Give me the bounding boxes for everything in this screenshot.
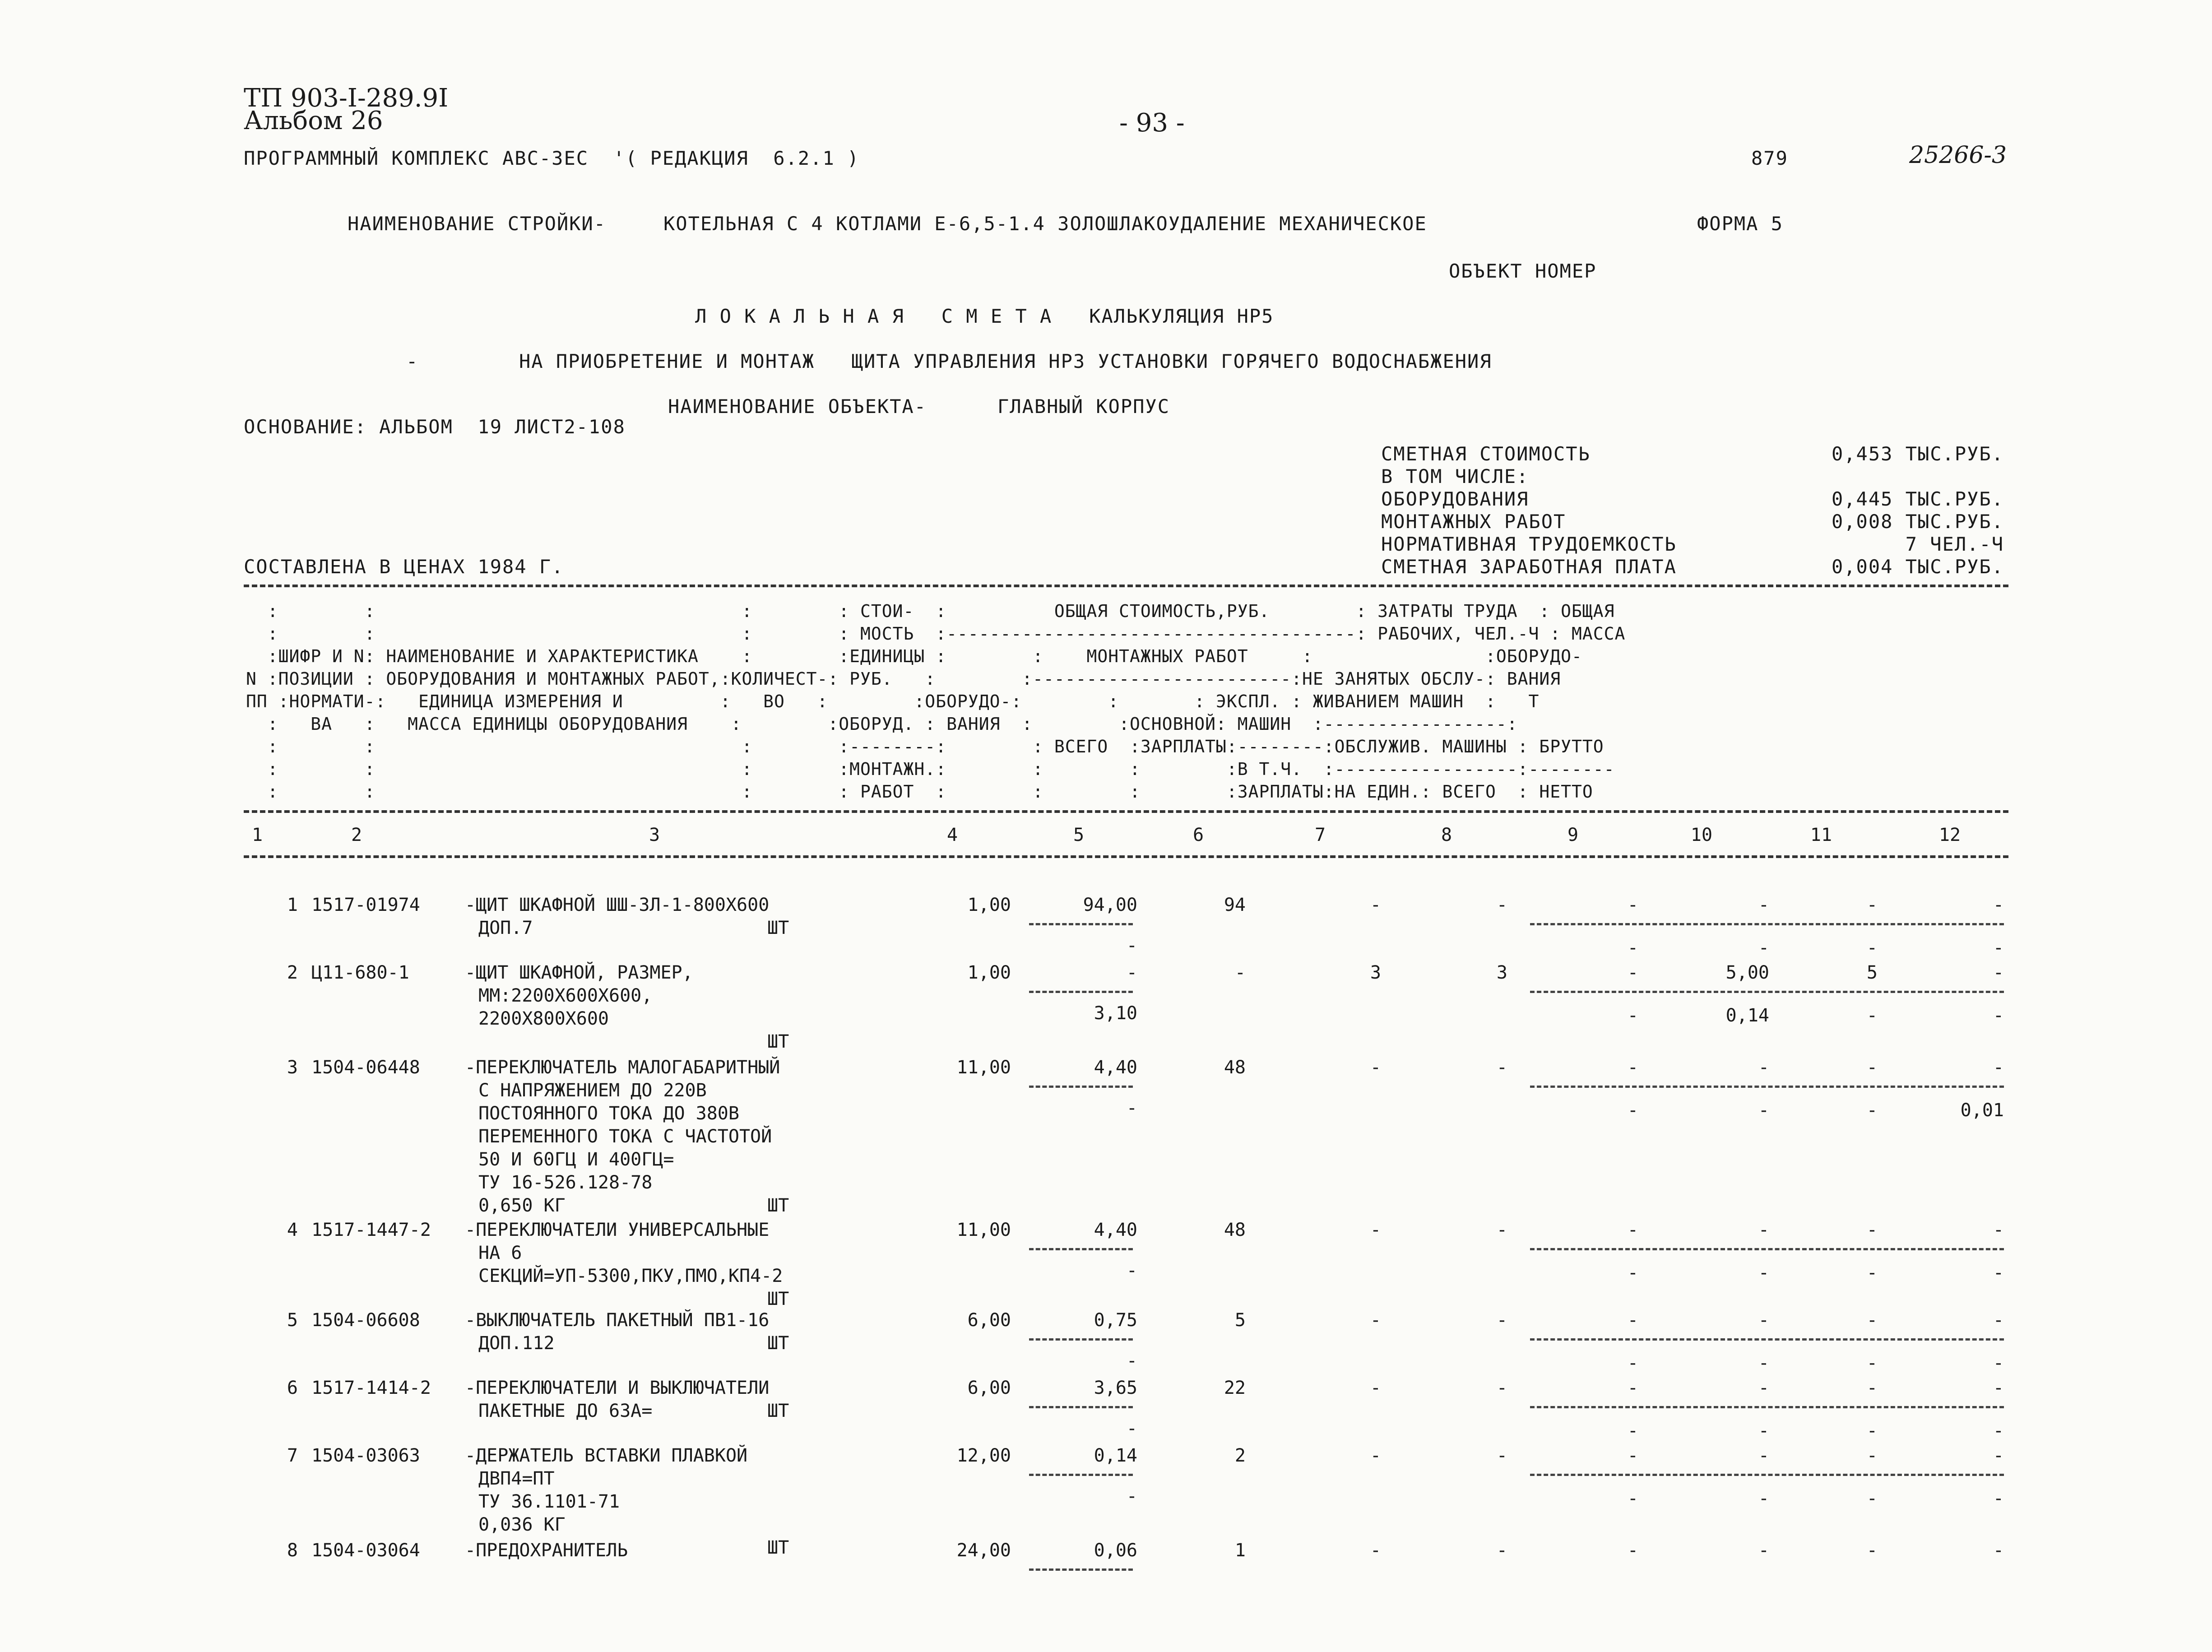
- labor-total: -: [1866, 895, 1878, 915]
- labor-per-unit: -: [1758, 1540, 1769, 1561]
- item-name-line: ТУ 36.1101-71: [478, 1491, 620, 1512]
- mounting-total: -: [1370, 1057, 1381, 1078]
- quantity: 12,00: [956, 1445, 1011, 1466]
- row-number: 2: [287, 962, 298, 983]
- summary-label: НОРМАТИВНАЯ ТРУДОЕМКОСТЬ: [1381, 533, 1677, 555]
- machine-operation-wage: -: [1627, 1262, 1638, 1283]
- column-number: 4: [946, 825, 958, 845]
- item-name-line: НА 6: [478, 1243, 522, 1263]
- header-line: : : : : РАБОТ : : : :ЗАРПЛАТЫ:НА ЕДИН.: ВСЕГО : НЕТТО: [246, 782, 1593, 802]
- item-name-line: ДВП4=ПТ: [478, 1468, 555, 1489]
- item-code: 1504-03064: [311, 1540, 420, 1561]
- item-name-line: -ДЕРЖАТЕЛЬ ВСТАВКИ ПЛАВКОЙ: [465, 1445, 748, 1466]
- quantity: 6,00: [967, 1378, 1011, 1398]
- labor-per-unit-machinists: -: [1758, 1262, 1769, 1283]
- summary-value: 7 ЧЕЛ.-Ч: [1905, 533, 2004, 555]
- stamp-number: 25266-3: [1909, 142, 2007, 169]
- equipment-mass-net: -: [1993, 1262, 2004, 1283]
- basic-wage: -: [1496, 1540, 1507, 1561]
- item-name-line: ТУ 16-526.128-78: [478, 1172, 653, 1193]
- equipment-mass-net: 0,01: [1960, 1100, 2004, 1121]
- equipment-mass-net: -: [1993, 1420, 2004, 1441]
- item-name-line: -ВЫКЛЮЧАТЕЛЬ ПАКЕТНЫЙ ПВ1-16: [465, 1310, 770, 1331]
- basic-wage: -: [1496, 1057, 1507, 1078]
- item-unit: ШТ: [767, 1401, 789, 1421]
- item-unit: ШТ: [767, 1195, 789, 1216]
- row-number: 6: [287, 1378, 298, 1398]
- machine-operation-wage: -: [1627, 1100, 1638, 1121]
- basic-wage: 3: [1496, 962, 1507, 983]
- item-name-line: С НАПРЯЖЕНИЕМ ДО 220В: [478, 1080, 707, 1101]
- unit-price-equipment: 4,40: [1094, 1220, 1137, 1240]
- column-number: 1: [251, 825, 263, 845]
- cost-equipment: 94: [1224, 895, 1246, 915]
- cost-equipment: 48: [1224, 1057, 1246, 1078]
- unit-price-mounting: -: [1126, 1260, 1137, 1281]
- quantity: 1,00: [967, 962, 1011, 983]
- unit-price-equipment: 0,75: [1094, 1310, 1137, 1331]
- labor-total-machinists: -: [1866, 1353, 1878, 1374]
- labor-per-unit-machinists: -: [1758, 1420, 1769, 1441]
- unit-price-equipment: 0,14: [1094, 1445, 1137, 1466]
- equipment-mass-gross: -: [1993, 1378, 2004, 1398]
- labor-per-unit: -: [1758, 1378, 1769, 1398]
- program-line: ПРОГРАММНЫЙ КОМПЛЕКС АВС-3ЕС '( РЕДАКЦИЯ 6.2.1 ): [244, 147, 860, 169]
- item-code: 1504-06608: [311, 1310, 420, 1331]
- item-code: 1517-1414-2: [311, 1378, 431, 1398]
- column-number: 5: [1073, 825, 1085, 845]
- labor-per-unit-machinists: 0,14: [1725, 1005, 1769, 1026]
- labor-total: -: [1866, 1310, 1878, 1331]
- row-subdivider: [1530, 1338, 2004, 1341]
- column-numbers-bottom-rule: [244, 855, 2008, 858]
- item-name-line: СЕКЦИЙ=УП-5300,ПКУ,ПМО,КП4-2: [478, 1266, 783, 1286]
- item-unit: ШТ: [767, 1333, 789, 1354]
- labor-total: -: [1866, 1220, 1878, 1240]
- object-number-label: ОБЪЕКТ НОМЕР: [1449, 260, 1597, 282]
- summary-value: 0,453 ТЫС.РУБ.: [1831, 443, 2004, 465]
- item-name-line: ПОСТОЯННОГО ТОКА ДО 380В: [478, 1103, 739, 1124]
- basic-wage: -: [1496, 1220, 1507, 1240]
- machine-operation: -: [1627, 895, 1638, 915]
- item-name-line: 0,650 КГ: [478, 1195, 566, 1216]
- labor-total-machinists: -: [1866, 1005, 1878, 1026]
- item-name-line: -ПЕРЕКЛЮЧАТЕЛИ И ВЫКЛЮЧАТЕЛИ: [465, 1378, 770, 1398]
- equipment-mass-gross: -: [1993, 1540, 2004, 1561]
- basic-wage: -: [1496, 1378, 1507, 1398]
- header-line: : : : :МОНТАЖН.: : : :В Т.Ч. :-----------------:--------: [246, 759, 1615, 779]
- quantity: 11,00: [956, 1220, 1011, 1240]
- item-name-line: -ПЕРЕКЛЮЧАТЕЛИ УНИВЕРСАЛЬНЫЕ: [465, 1220, 770, 1240]
- equipment-mass-gross: -: [1993, 1057, 2004, 1078]
- item-unit: ШТ: [767, 1537, 789, 1558]
- price-divider: [1029, 1474, 1133, 1476]
- column-number: 10: [1690, 825, 1713, 845]
- labor-total-machinists: -: [1866, 937, 1878, 958]
- purpose-line: НА ПРИОБРЕТЕНИЕ И МОНТАЖ ЩИТА УПРАВЛЕНИЯ НРЗ УСТАНОВКИ ГОРЯЧЕГО ВОДОСНАБЖЕНИЯ: [519, 350, 1492, 372]
- labor-per-unit: -: [1758, 1445, 1769, 1466]
- price-divider: [1029, 923, 1133, 925]
- price-divider: [1029, 1338, 1133, 1341]
- unit-price-equipment: 0,06: [1094, 1540, 1137, 1561]
- header-bottom-rule: [244, 810, 2008, 813]
- row-number: 8: [287, 1540, 298, 1561]
- mounting-total: -: [1370, 1220, 1381, 1240]
- header-line: N :ПОЗИЦИИ : ОБОРУДОВАНИЯ И МОНТАЖНЫХ РАБОТ,:КОЛИЧЕСТ-: РУБ. : :------------------------:НЕ ЗАНЯТЫХ ОБСЛУ-: ВАНИЯ: [246, 669, 1561, 689]
- machine-operation: -: [1627, 1540, 1638, 1561]
- mounting-total: 3: [1370, 962, 1381, 983]
- equipment-mass-gross: -: [1993, 1220, 2004, 1240]
- header-line: :ШИФР И N: НАИМЕНОВАНИЕ И ХАРАКТЕРИСТИКА : :ЕДИНИЦЫ : : МОНТАЖНЫХ РАБОТ : :ОБОРУДО-: [246, 646, 1582, 666]
- item-name-line: -ЩИТ ШКАФНОЙ, РАЗМЕР,: [465, 962, 693, 983]
- row-number: 1: [287, 895, 298, 915]
- row-subdivider: [1530, 923, 2004, 925]
- labor-per-unit: 5,00: [1725, 962, 1769, 983]
- sheet-number: 879: [1751, 147, 1788, 169]
- cost-equipment: -: [1234, 962, 1246, 983]
- price-divider: [1029, 1086, 1133, 1088]
- quantity: 1,00: [967, 895, 1011, 915]
- item-code: 1504-06448: [311, 1057, 420, 1078]
- labor-total: -: [1866, 1445, 1878, 1466]
- unit-price-mounting: -: [1126, 935, 1137, 956]
- item-name-line: -ЩИТ ШКАФНОЙ ШШ-3Л-1-800Х600: [465, 895, 770, 915]
- header-line: : : : : МОСТЬ :--------------------------------------: РАБОЧИХ, ЧЕЛ.-Ч : МАССА: [246, 624, 1626, 644]
- header-line: : : : : СТОИ- : ОБЩАЯ СТОИМОСТЬ,РУБ. : ЗАТРАТЫ ТРУДА : ОБЩАЯ: [246, 601, 1615, 621]
- quantity: 6,00: [967, 1310, 1011, 1331]
- labor-total-machinists: -: [1866, 1488, 1878, 1509]
- cost-equipment: 5: [1234, 1310, 1246, 1331]
- page-number: - 93 -: [1119, 108, 1185, 138]
- machine-operation: -: [1627, 962, 1638, 983]
- labor-total-machinists: -: [1866, 1100, 1878, 1121]
- price-divider: [1029, 1248, 1133, 1250]
- labor-per-unit: -: [1758, 1057, 1769, 1078]
- construction-name: КОТЕЛЬНАЯ С 4 КОТЛАМИ Е-6,5-1.4 ЗОЛОШЛАКОУДАЛЕНИЕ МЕХАНИЧЕСКОЕ: [663, 213, 1427, 235]
- item-code: 1517-1447-2: [311, 1220, 431, 1240]
- labor-total: 5: [1866, 962, 1878, 983]
- item-unit: ШТ: [767, 1031, 789, 1052]
- document-code: ТП 903-I-289.9I: [244, 84, 449, 113]
- column-number: 11: [1810, 825, 1832, 845]
- column-number: 8: [1441, 825, 1452, 845]
- unit-price-mounting: -: [1126, 1486, 1137, 1507]
- price-divider: [1029, 1406, 1133, 1408]
- item-name-line: -ПРЕДОХРАНИТЕЛЬ: [465, 1540, 628, 1561]
- unit-price-equipment: -: [1126, 962, 1137, 983]
- labor-total: -: [1866, 1057, 1878, 1078]
- row-subdivider: [1530, 1474, 2004, 1476]
- machine-operation-wage: -: [1627, 1005, 1638, 1026]
- equipment-mass-gross: -: [1993, 895, 2004, 915]
- item-name-line: 2200Х800Х600: [478, 1008, 609, 1029]
- labor-total: -: [1866, 1540, 1878, 1561]
- mounting-total: -: [1370, 895, 1381, 915]
- item-name-line: ДОП.7: [478, 918, 533, 938]
- unit-price-mounting: -: [1126, 1418, 1137, 1439]
- basic-wage: -: [1496, 1445, 1507, 1466]
- machine-operation-wage: -: [1627, 1353, 1638, 1374]
- purpose-dash: -: [406, 350, 419, 372]
- summary-label: В ТОМ ЧИСЛЕ:: [1381, 465, 1529, 487]
- object-name-label: НАИМЕНОВАНИЕ ОБЪЕКТА-: [668, 395, 927, 418]
- price-divider: [1029, 991, 1133, 993]
- row-subdivider: [1530, 1086, 2004, 1088]
- unit-price-equipment: 4,40: [1094, 1057, 1137, 1078]
- item-code: Ц11-680-1: [311, 962, 409, 983]
- labor-total: -: [1866, 1378, 1878, 1398]
- item-code: 1504-03063: [311, 1445, 420, 1466]
- cost-equipment: 2: [1234, 1445, 1246, 1466]
- column-number: 3: [649, 825, 660, 845]
- labor-total-machinists: -: [1866, 1420, 1878, 1441]
- item-name-line: 0,036 КГ: [478, 1514, 566, 1535]
- item-unit: ШТ: [767, 1289, 789, 1309]
- quantity: 24,00: [956, 1540, 1011, 1561]
- form-label: ФОРМА 5: [1697, 213, 1784, 235]
- row-subdivider: [1530, 991, 2004, 993]
- summary-label: СМЕТНАЯ ЗАРАБОТНАЯ ПЛАТА: [1381, 556, 1677, 578]
- equipment-mass-net: -: [1993, 937, 2004, 958]
- machine-operation: -: [1627, 1057, 1638, 1078]
- cost-equipment: 22: [1224, 1378, 1246, 1398]
- basic-wage: -: [1496, 895, 1507, 915]
- equipment-mass-gross: -: [1993, 962, 2004, 983]
- mounting-total: -: [1370, 1445, 1381, 1466]
- prices-line: СОСТАВЛЕНА В ЦЕНАХ 1984 Г.: [244, 556, 564, 578]
- summary-value: 0,004 ТЫС.РУБ.: [1831, 556, 2004, 578]
- labor-per-unit-machinists: -: [1758, 1488, 1769, 1509]
- row-number: 7: [287, 1445, 298, 1466]
- unit-price-mounting: -: [1126, 1350, 1137, 1371]
- row-number: 3: [287, 1057, 298, 1078]
- album-label: Альбом 26: [244, 106, 383, 135]
- item-unit: ШТ: [767, 918, 789, 938]
- labor-per-unit: -: [1758, 895, 1769, 915]
- equipment-mass-net: -: [1993, 1488, 2004, 1509]
- machine-operation-wage: -: [1627, 937, 1638, 958]
- machine-operation: -: [1627, 1220, 1638, 1240]
- row-number: 4: [287, 1220, 298, 1240]
- column-number: 2: [351, 825, 362, 845]
- unit-price-equipment: 3,65: [1094, 1378, 1137, 1398]
- equipment-mass-net: -: [1993, 1005, 2004, 1026]
- object-name: ГЛАВНЫЙ КОРПУС: [997, 395, 1170, 418]
- machine-operation-wage: -: [1627, 1420, 1638, 1441]
- row-subdivider: [1530, 1406, 2004, 1408]
- summary-label: ОБОРУДОВАНИЯ: [1381, 488, 1529, 510]
- labor-per-unit: -: [1758, 1220, 1769, 1240]
- column-number: 7: [1314, 825, 1326, 845]
- machine-operation: -: [1627, 1445, 1638, 1466]
- mounting-total: -: [1370, 1310, 1381, 1331]
- cost-equipment: 1: [1234, 1540, 1246, 1561]
- labor-per-unit: -: [1758, 1310, 1769, 1331]
- unit-price-equipment: 94,00: [1083, 895, 1137, 915]
- machine-operation: -: [1627, 1378, 1638, 1398]
- summary-value: 0,008 ТЫС.РУБ.: [1831, 510, 2004, 533]
- labor-total-machinists: -: [1866, 1262, 1878, 1283]
- unit-price-mounting: -: [1126, 1098, 1137, 1118]
- unit-price-mounting: 3,10: [1094, 1003, 1137, 1024]
- equipment-mass-gross: -: [1993, 1310, 2004, 1331]
- labor-per-unit-machinists: -: [1758, 937, 1769, 958]
- labor-per-unit-machinists: -: [1758, 1353, 1769, 1374]
- labor-per-unit-machinists: -: [1758, 1100, 1769, 1121]
- header-line: : ВА : МАССА ЕДИНИЦЫ ОБОРУДОВАНИЯ : :ОБОРУД. : ВАНИЯ : :ОСНОВНОЙ: МАШИН :-----------------:: [246, 714, 1518, 734]
- summary-value: 0,445 ТЫС.РУБ.: [1831, 488, 2004, 510]
- header-line: ПП :НОРМАТИ-: ЕДИНИЦА ИЗМЕРЕНИЯ И : ВО : :ОБОРУДО-: : : ЭКСПЛ. : ЖИВАНИЕМ МАШИН : Т: [246, 691, 1540, 711]
- item-name-line: ММ:2200Х600Х600,: [478, 985, 653, 1006]
- mounting-total: -: [1370, 1540, 1381, 1561]
- basis-line: ОСНОВАНИЕ: АЛЬБОМ 19 ЛИСТ2-108: [244, 416, 626, 438]
- column-number: 12: [1938, 825, 1961, 845]
- machine-operation: -: [1627, 1310, 1638, 1331]
- basic-wage: -: [1496, 1310, 1507, 1331]
- row-subdivider: [1530, 1248, 2004, 1250]
- estimate-title: Л О К А Л Ь Н А Я С М Е Т А КАЛЬКУЛЯЦИЯ НР5: [695, 305, 1274, 327]
- item-name-line: ПЕРЕМЕННОГО ТОКА С ЧАСТОТОЙ: [478, 1126, 772, 1147]
- item-code: 1517-01974: [311, 895, 420, 915]
- cost-equipment: 48: [1224, 1220, 1246, 1240]
- machine-operation-wage: -: [1627, 1488, 1638, 1509]
- item-name-line: 50 И 60ГЦ И 400ГЦ=: [478, 1149, 674, 1170]
- summary-label: МОНТАЖНЫХ РАБОТ: [1381, 510, 1566, 533]
- item-name-line: ПАКЕТНЫЕ ДО 63А=: [478, 1401, 653, 1421]
- price-divider: [1029, 1568, 1133, 1571]
- row-number: 5: [287, 1310, 298, 1331]
- summary-label: СМЕТНАЯ СТОИМОСТЬ: [1381, 443, 1591, 465]
- equipment-mass-net: -: [1993, 1353, 2004, 1374]
- quantity: 11,00: [956, 1057, 1011, 1078]
- item-name-line: -ПЕРЕКЛЮЧАТЕЛЬ МАЛОГАБАРИТНЫЙ: [465, 1057, 780, 1078]
- column-number: 6: [1192, 825, 1204, 845]
- item-name-line: ДОП.112: [478, 1333, 555, 1354]
- table-top-rule: [244, 585, 2008, 587]
- mounting-total: -: [1370, 1378, 1381, 1398]
- equipment-mass-gross: -: [1993, 1445, 2004, 1466]
- column-number: 9: [1567, 825, 1579, 845]
- construction-label: НАИМЕНОВАНИЕ СТРОЙКИ-: [348, 213, 607, 235]
- header-line: : : : :--------: : ВСЕГО :ЗАРПЛАТЫ:--------:ОБСЛУЖИВ. МАШИНЫ : БРУТТО: [246, 737, 1604, 756]
